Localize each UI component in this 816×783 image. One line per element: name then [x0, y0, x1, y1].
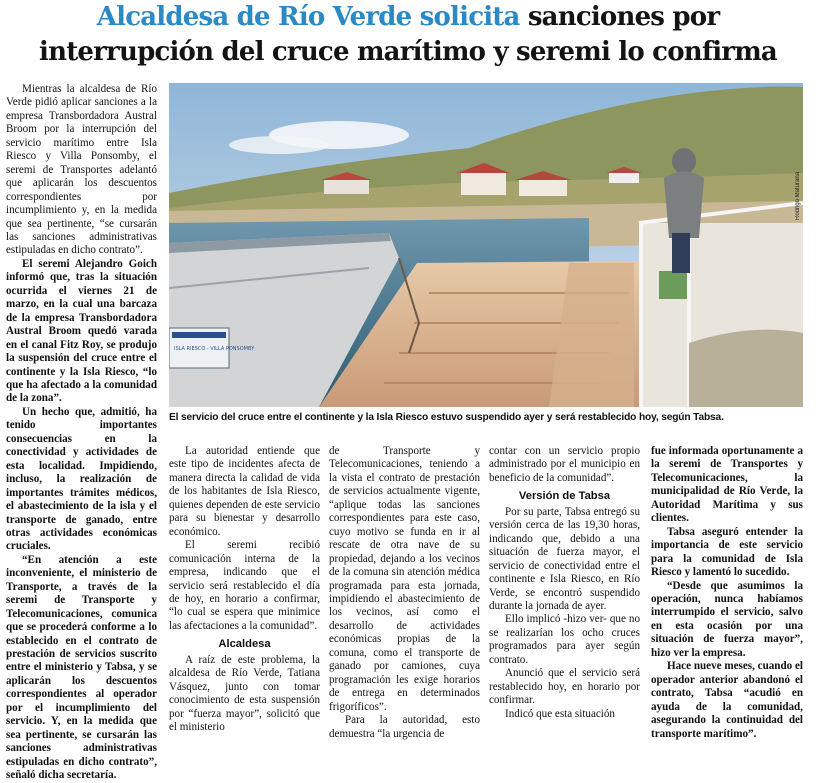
col1-paragraph-3: Un hecho que, admitió, ha tenido importantes consecuencias en la conectividad y actividades de esta localidad. Impidiendo, incluso, la realización de importantes trámites médicos, el abastecimiento de la isla y el transporte de ganado, entre otras actividades económicas cruciales. [6, 405, 157, 553]
photo-credit: Rodrigo Maturana [795, 171, 801, 220]
ferry-ramp-photo [169, 83, 803, 407]
col4-paragraph-2: Por su parte, Tabsa entregó su versión cerca de las 19,30 horas, indicando que, debido a una situación de fuerza mayor, el servicio de conectividad entre el continente e Isla Riesco, en Río Verde, se encontró suspendido durante la jornada de ayer. [489, 505, 640, 612]
col2-subhead: Alcaldesa [218, 638, 271, 651]
ship-sign: ISLA RIESCO - VILLA PONSOMBY [174, 346, 255, 352]
headline-line-1 [0, 2, 816, 32]
col5-paragraph-4: Hace nueve meses, cuando el operador anterior abandonó el contrato, Tabsa “acudió en ayuda de la comunidad, asegurando la continuidad del transporte marítimo”. [651, 660, 803, 740]
headline-line-2: interrupción del cruce marítimo y seremi lo confirma [39, 37, 777, 67]
article-column-3 [329, 445, 480, 741]
col5-paragraph-3: “Desde que asumimos la operación, nunca habíamos interrumpido el servicio, salvo en esta ocasión por una situación de fuerza mayor”, hizo ver la empresa. [651, 579, 803, 659]
headline-blue-text: Alcaldesa de Río Verde solicita [96, 2, 520, 32]
photo-caption: El servicio del cruce entre el continente y la Isla Riesco estuvo suspendido ayer y será restablecido hoy, según Tabsa. [169, 412, 724, 423]
col2-paragraph-1: La autoridad entiende que este tipo de incidentes afecta de manera directa la calidad de vida de los habitantes de Isla Riesco, quienes dependen de este servicio para su bienestar y desarrollo económico. [169, 445, 320, 538]
article-column-1 [6, 83, 157, 783]
col4-paragraph-4: Anunció que el servicio será restablecido hoy, en horario por confirmar. [489, 667, 640, 707]
col5-paragraph-2: Tabsa aseguró entender la importancia de este servicio para la comunidad de Isla Riesco y lamentó lo sucedido. [651, 525, 803, 579]
col2-paragraph-3: A raíz de este problema, la alcaldesa de Río Verde, Tatiana Vásquez, junto con tomar conocimiento de esta suspensión por “fuerza mayor”, solicitó que el ministerio [169, 653, 320, 734]
col1-paragraph-4: “En atención a este inconveniente, el ministerio de Transporte, a través de la seremi de Transporte y Telecomunicaciones, comunica que se procederá conforme a lo establecido en el contrato de prestación de servicios suscrito entre el ministerio y Tabsa, y se aplicarán los descuentos correspondientes al operador por el incumplimiento del servicio. Y, en la medida que sea pertinente, se cursarán las sanciones administrativas estipuladas en dicho contrato”, señaló dicha secretaría. [6, 553, 157, 782]
headline-black-text: sanciones por [527, 2, 720, 32]
col2-paragraph-2: El seremi recibió comunicación interna de la empresa, indicando que el servicio será restablecido el día de hoy, en horario a confirmar, “lo cual se espera que minimice las afectaciones a la comunidad”. [169, 539, 320, 632]
col5-paragraph-1: fue informada oportunamente a la seremi de Transportes y Telecomunicaciones, la municipalidad de Río Verde, la Autoridad Marítima y sus clientes. [651, 445, 803, 525]
article-column-2 [169, 445, 320, 735]
col4-paragraph-5: Indicó que esta situación [505, 707, 615, 720]
article-column-5 [651, 445, 803, 741]
col1-paragraph-1: Mientras la alcaldesa de Río Verde pidió aplicar sanciones a la empresa Transbordadora Austral Broom por la interrupción del servicio marítimo entre Isla Riesco y Villa Ponsomby, el seremi de Transportes adelantó que aplicarán los descuentos correspondientes por incumplimiento y, en la medida que sea pertinente, “se cursarán las sanciones administrativas estipuladas en dicho contrato”. [6, 83, 157, 257]
col4-paragraph-1: contar con un servicio propio administrado por el municipio en beneficio de la comunidad”. [489, 445, 640, 484]
col3-paragraph-2: Para la autoridad, esto demuestra “la urgencia de [329, 714, 480, 740]
col1-paragraph-2: El seremi Alejandro Goich informó que, tras la situación ocurrida el viernes 21 de marzo, en la cual una barcaza de la empresa Transbordadora Austral Broom quedó varada en el canal Fitz Roy, se produjo la suspensión del cruce entre el continente y la Isla Riesco, “lo que ha afectado a la comunidad de la zona”. [6, 257, 157, 405]
col3-paragraph-1: de Transporte y Telecomunicaciones, teniendo a la vista el contrato de prestación de servicios actualmente vigente, “aplique todas las sanciones correspondientes para este caso, cuyo motivo se funda en ir al rescate de otra nave de su propiedad, dejando a los vecinos de la comuna sin atención médica programada para esta jornada, impidiendo el abastecimiento de los vecinos, así como el desarrollo de actividades económicas propias de la comuna, como el transporte de ganado por camiones, cuya programación les exige horarios de entrega en determinados frigoríficos”. [329, 445, 480, 713]
col4-subhead: Versión de Tabsa [518, 490, 611, 503]
col4-paragraph-3: Ello implicó -hizo ver- que no se realizarían los ocho cruces programados para ayer según contrato. [489, 613, 640, 666]
article-column-4 [489, 445, 640, 721]
